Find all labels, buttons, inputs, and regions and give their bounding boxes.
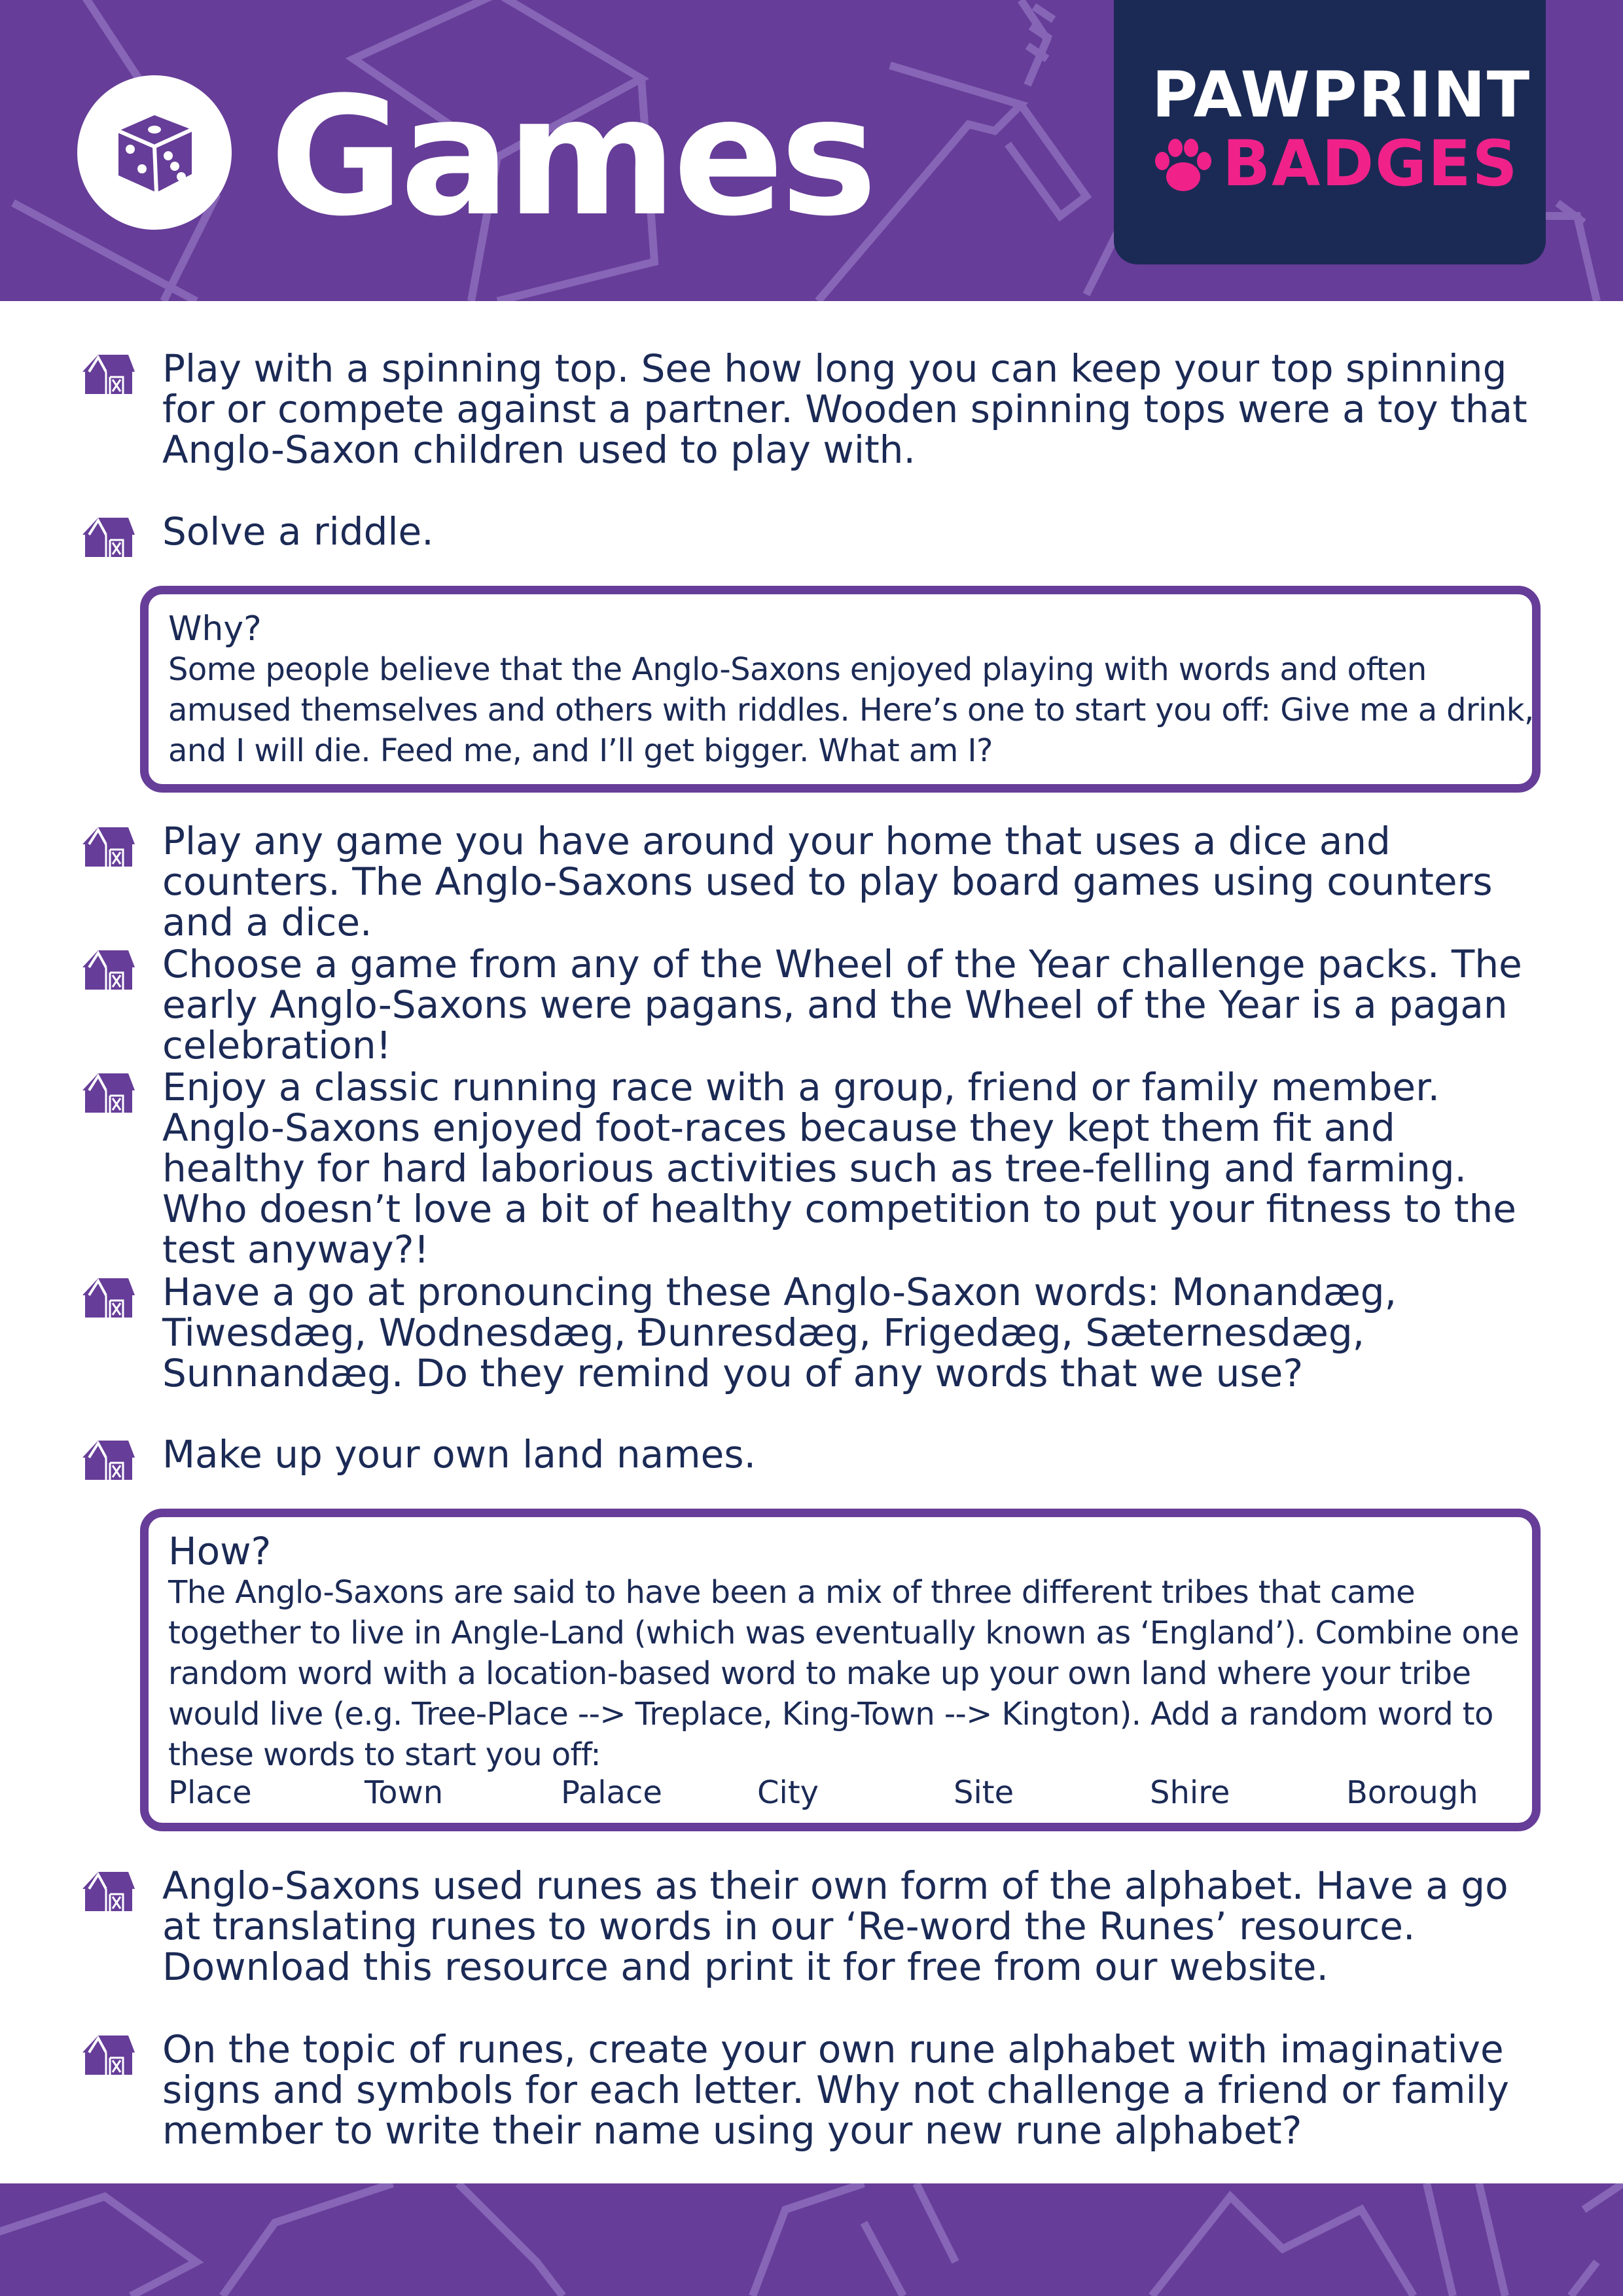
location-word: Site <box>954 1774 1014 1811</box>
house-icon <box>80 515 136 560</box>
item-text: Play with a spinning top. See how long you can keep your top spinning for or compete against a partner. Wooden spinning tops were a toy that Anglo-Saxon children used to play with. <box>162 346 1527 472</box>
how-heading: How? <box>168 1529 272 1573</box>
house-icon <box>80 1438 136 1482</box>
item-text: Anglo-Saxons used runes as their own form of the alphabet. Have a go at translating runes to words in our ‘Re-word the Runes’ resource. Download this resource and print it for free from our website. <box>162 1863 1508 1989</box>
house-icon <box>80 1071 136 1115</box>
item-text: Have a go at pronouncing these Anglo-Saxon words: Monandæg, Tiwesdæg, Wodnesdæg, Ðunresdæg, Frigedæg, Sæternesdæg, Sunnandæg. Do they remind you of any words that we use? <box>162 1270 1397 1395</box>
logo-line-2: BADGES <box>1222 127 1519 200</box>
why-box <box>140 586 1541 793</box>
location-word: Palace <box>561 1774 662 1811</box>
location-word: Town <box>365 1774 444 1811</box>
house-icon <box>80 1869 136 1914</box>
paw-icon <box>1150 136 1216 195</box>
footer-pattern <box>0 2183 1623 2296</box>
pawprint-badges-logo <box>1114 0 1546 264</box>
item-text: On the topic of runes, create your own rune alphabet with imaginative signs and symbols for each letter. Why not challenge a friend or family member to write their name using your new rune alphabet? <box>162 2027 1510 2153</box>
house-icon <box>80 825 136 869</box>
house-icon <box>80 352 136 397</box>
page-header <box>0 0 1623 301</box>
logo-line-1: PAWPRINT <box>1152 58 1531 132</box>
why-body: Some people believe that the Anglo-Saxons enjoyed playing with words and often amused themselves and others with riddles. Here’s one to start you off: Give me a drink, and I will die. Feed me, and I’ll get bigger. What am I? <box>168 651 1534 769</box>
how-body: The Anglo-Saxons are said to have been a mix of three different tribes that came together to live in Angle-Land (which was eventually known as ‘England’). Combine one random word with a location-based word to make up your own land where your tribe would live (e.g. Tree-Place --> Treplace, King-Town --> Kington). Add a random word to these words to start you off: <box>168 1574 1519 1773</box>
item-text: Play any game you have around your home that uses a dice and counters. The Anglo-Saxons used to play board games using counters and a dice. <box>162 819 1493 944</box>
item-text: Enjoy a classic running race with a group, friend or family member. Anglo-Saxons enjoyed foot-races because they kept them fit and healthy for hard laborious activities such as tree-felling and farming. Who doesn’t love a bit of healthy competition to put your fitness to the test anyway?! <box>162 1065 1516 1272</box>
dice-icon <box>105 103 204 202</box>
page-footer <box>0 2183 1623 2296</box>
location-words <box>168 1772 1536 1813</box>
location-word: Shire <box>1150 1774 1230 1811</box>
dice-badge <box>77 75 232 230</box>
page-title: Games <box>270 62 874 252</box>
how-box <box>140 1509 1541 1831</box>
house-icon <box>80 948 136 992</box>
house-icon <box>80 2033 136 2077</box>
house-icon <box>80 1276 136 1320</box>
why-heading: Why? <box>168 609 262 649</box>
item-text: Solve a riddle. <box>162 509 434 554</box>
item-text: Choose a game from any of the Wheel of the Year challenge packs. The early Anglo-Saxons were pagans, and the Wheel of the Year is a pagan celebration! <box>162 942 1522 1067</box>
location-word: Borough <box>1346 1774 1478 1811</box>
location-word: City <box>757 1774 819 1811</box>
item-text: Make up your own land names. <box>162 1432 757 1477</box>
location-word: Place <box>168 1774 252 1811</box>
